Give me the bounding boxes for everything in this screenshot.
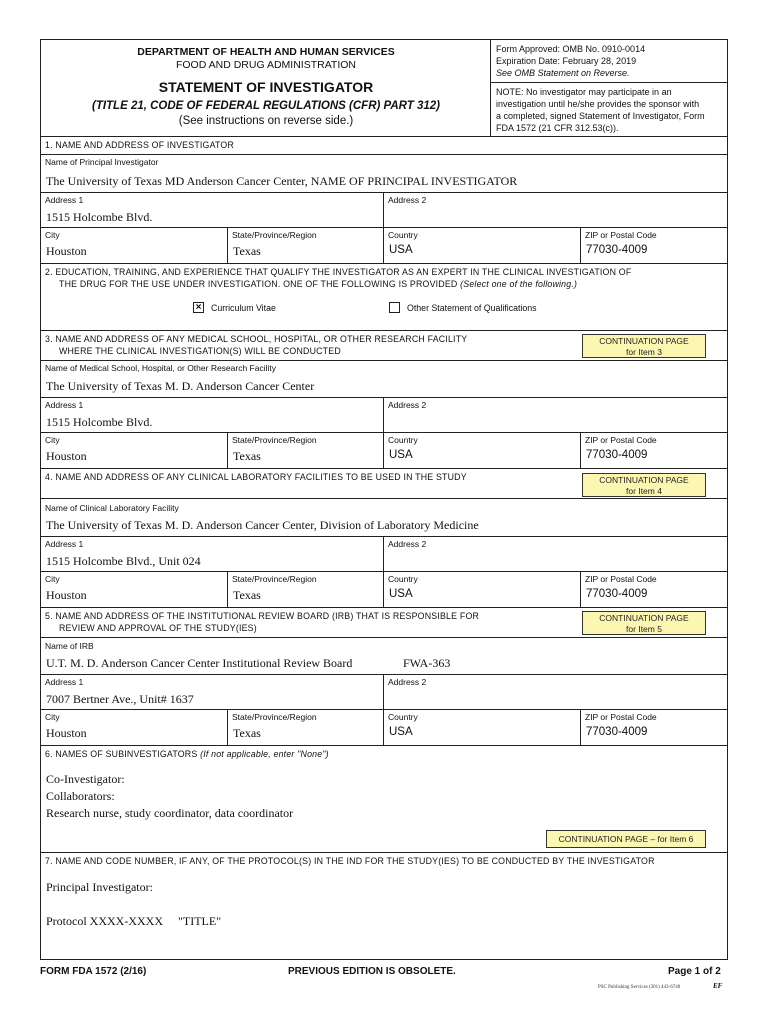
section5-header bbox=[41, 608, 727, 638]
section6-title-text: 6. NAMES OF SUBINVESTIGATORS bbox=[45, 749, 198, 759]
section6 bbox=[41, 746, 727, 853]
city-cell bbox=[41, 228, 228, 263]
form-number: FORM FDA 1572 (2/16) bbox=[40, 966, 147, 977]
protocol-pi-line[interactable]: Principal Investigator: bbox=[46, 880, 153, 894]
state-field[interactable]: Texas bbox=[233, 588, 261, 602]
ef-mark: EF bbox=[713, 982, 723, 990]
address2-label: Address 2 bbox=[388, 195, 427, 205]
country-field[interactable]: USA bbox=[389, 726, 413, 738]
address1-cell bbox=[41, 193, 384, 227]
omb-block bbox=[491, 40, 727, 83]
zip-label: ZIP or Postal Code bbox=[585, 230, 657, 240]
section2-line1: 2. EDUCATION, TRAINING, AND EXPERIENCE THAT QUALIFY THE INVESTIGATOR AS AN EXPERT IN THE CLINICAL INVESTIGATION OF bbox=[45, 267, 632, 277]
note-line: investigation until he/she provides the sponsor with bbox=[496, 99, 700, 109]
facility-name-field[interactable]: The University of Texas M. D. Anderson Cancer Center bbox=[46, 379, 315, 393]
city-label: City bbox=[45, 574, 60, 584]
address2-label: Address 2 bbox=[388, 539, 427, 549]
country-field[interactable]: USA bbox=[389, 244, 413, 256]
section4-address-row bbox=[41, 537, 727, 572]
section3-address-row bbox=[41, 398, 727, 433]
state-cell bbox=[228, 228, 384, 263]
section6-title bbox=[45, 748, 329, 760]
subinvestigator-line[interactable]: Collaborators: bbox=[46, 789, 115, 803]
address1-label: Address 1 bbox=[45, 400, 84, 410]
section2-select-note: (Select one of the following.) bbox=[460, 279, 578, 289]
section1-title: 1. NAME AND ADDRESS OF INVESTIGATOR bbox=[45, 140, 235, 150]
state-cell bbox=[228, 433, 384, 468]
address1-cell bbox=[41, 398, 384, 432]
section3-city-row bbox=[41, 433, 727, 469]
investigator-note bbox=[491, 83, 727, 137]
subinvestigator-line[interactable]: Research nurse, study coordinator, data coordinator bbox=[46, 806, 294, 820]
country-cell bbox=[384, 572, 581, 607]
obsolete-notice: PREVIOUS EDITION IS OBSOLETE. bbox=[288, 966, 456, 977]
section5-line1: 5. NAME AND ADDRESS OF THE INSTITUTIONAL REVIEW BOARD (IRB) THAT IS RESPONSIBLE FOR bbox=[45, 611, 480, 621]
state-field[interactable]: Texas bbox=[233, 449, 261, 463]
section2 bbox=[41, 264, 727, 331]
address1-field[interactable]: 1515 Holcombe Blvd. bbox=[46, 210, 153, 224]
address2-cell[interactable] bbox=[384, 675, 727, 709]
state-field[interactable]: Texas bbox=[233, 726, 261, 740]
city-label: City bbox=[45, 435, 60, 445]
continuation-label: CONTINUATION PAGE bbox=[599, 336, 689, 346]
section2-line2 bbox=[45, 278, 631, 290]
other-statement-label: Other Statement of Qualifications bbox=[407, 303, 537, 313]
section7 bbox=[41, 853, 727, 959]
form-title: STATEMENT OF INVESTIGATOR bbox=[158, 79, 374, 95]
subinvestigator-line[interactable]: Co-Investigator: bbox=[46, 772, 125, 786]
section3-title bbox=[45, 333, 467, 357]
address2-label: Address 2 bbox=[388, 677, 427, 687]
address1-label: Address 1 bbox=[45, 677, 84, 687]
note-line: FDA 1572 (21 CFR 312.53(c)). bbox=[496, 123, 619, 133]
country-field[interactable]: USA bbox=[389, 588, 413, 600]
city-cell bbox=[41, 433, 228, 468]
zip-cell bbox=[581, 433, 727, 468]
address2-label: Address 2 bbox=[388, 400, 427, 410]
form-header bbox=[41, 40, 727, 137]
country-label: Country bbox=[388, 435, 418, 445]
lab-name-field[interactable]: The University of Texas M. D. Anderson Cancer Center, Division of Laboratory Medicine bbox=[46, 518, 479, 532]
zip-label: ZIP or Postal Code bbox=[585, 574, 657, 584]
zip-field[interactable]: 77030-4009 bbox=[586, 449, 648, 461]
section3-header bbox=[41, 331, 727, 361]
zip-cell bbox=[581, 228, 727, 263]
country-cell bbox=[384, 228, 581, 263]
header-info-block bbox=[491, 40, 727, 137]
department-name: DEPARTMENT OF HEALTH AND HUMAN SERVICES bbox=[137, 46, 395, 58]
curriculum-vitae-label: Curriculum Vitae bbox=[211, 303, 276, 313]
address1-field[interactable]: 1515 Holcombe Blvd. bbox=[46, 415, 153, 429]
section1-name-row bbox=[41, 155, 727, 193]
city-field[interactable]: Houston bbox=[46, 588, 87, 602]
section1-header bbox=[41, 137, 727, 155]
address2-cell[interactable] bbox=[384, 193, 727, 227]
address1-field[interactable]: 7007 Bertner Ave., Unit# 1637 bbox=[46, 692, 194, 706]
continuation-page-item3-button[interactable] bbox=[582, 334, 706, 358]
protocol-line[interactable]: Protocol XXXX-XXXX "TITLE" bbox=[46, 914, 222, 928]
publisher-credit: PSC Publishing Services (301) 443-6740 bbox=[598, 985, 681, 990]
continuation-page-item4-button[interactable] bbox=[582, 473, 706, 497]
address2-cell[interactable] bbox=[384, 398, 727, 432]
state-field[interactable]: Texas bbox=[233, 244, 261, 258]
section3-line2: WHERE THE CLINICAL INVESTIGATION(S) WILL BE CONDUCTED bbox=[59, 346, 341, 356]
country-label: Country bbox=[388, 230, 418, 240]
irb-fwa-field[interactable]: FWA-363 bbox=[403, 656, 451, 670]
form-subtitle: (TITLE 21, CODE OF FEDERAL REGULATIONS (CFR) PART 312) bbox=[91, 100, 440, 112]
curriculum-vitae-checkbox[interactable]: × bbox=[193, 302, 204, 313]
zip-field[interactable]: 77030-4009 bbox=[586, 726, 648, 738]
continuation-item: for Item 3 bbox=[626, 347, 662, 357]
country-field[interactable]: USA bbox=[389, 449, 413, 461]
address1-label: Address 1 bbox=[45, 539, 84, 549]
continuation-label: CONTINUATION PAGE bbox=[599, 475, 689, 485]
section2-line2-text: THE DRUG FOR THE USE UNDER INVESTIGATION. ONE OF THE FOLLOWING IS PROVIDED bbox=[59, 279, 458, 289]
address1-cell bbox=[41, 675, 384, 709]
address1-label: Address 1 bbox=[45, 195, 84, 205]
section5-address-row bbox=[41, 675, 727, 710]
continuation-item: for Item 4 bbox=[626, 486, 662, 496]
city-field[interactable]: Houston bbox=[46, 726, 87, 740]
city-label: City bbox=[45, 712, 60, 722]
address1-cell bbox=[41, 537, 384, 571]
continuation-label: CONTINUATION PAGE bbox=[599, 613, 689, 623]
country-cell bbox=[384, 433, 581, 468]
section4-title: 4. NAME AND ADDRESS OF ANY CLINICAL LABORATORY FACILITIES TO BE USED IN THE STUDY bbox=[45, 472, 467, 482]
pi-name-label: Name of Principal Investigator bbox=[45, 157, 159, 167]
section1-city-row bbox=[41, 228, 727, 264]
agency-name: FOOD AND DRUG ADMINISTRATION bbox=[175, 59, 357, 71]
address1-field[interactable]: 1515 Holcombe Blvd., Unit 024 bbox=[46, 554, 201, 568]
section6-title-note: (If not applicable, enter "None") bbox=[200, 749, 329, 759]
city-cell bbox=[41, 572, 228, 607]
expiration-date: Expiration Date: February 28, 2019 bbox=[496, 56, 637, 66]
zip-label: ZIP or Postal Code bbox=[585, 435, 657, 445]
section5-name-row bbox=[41, 638, 727, 675]
zip-label: ZIP or Postal Code bbox=[585, 712, 657, 722]
zip-field[interactable]: 77030-4009 bbox=[586, 588, 648, 600]
country-cell bbox=[384, 710, 581, 745]
address2-cell[interactable] bbox=[384, 537, 727, 571]
section2-title bbox=[45, 266, 631, 290]
irb-name-label: Name of IRB bbox=[45, 641, 94, 651]
city-field[interactable]: Houston bbox=[46, 449, 87, 463]
country-label: Country bbox=[388, 574, 418, 584]
state-label: State/Province/Region bbox=[232, 230, 317, 240]
omb-approved: Form Approved: OMB No. 0910-0014 bbox=[496, 44, 646, 54]
section5-title bbox=[45, 610, 479, 634]
country-label: Country bbox=[388, 712, 418, 722]
note-line: NOTE: No investigator may participate in an bbox=[496, 87, 672, 97]
state-cell bbox=[228, 710, 384, 745]
page-number: Page 1 of 2 bbox=[668, 966, 721, 977]
section3-line1: 3. NAME AND ADDRESS OF ANY MEDICAL SCHOOL, HOSPITAL, OR OTHER RESEARCH FACILITY bbox=[45, 334, 468, 344]
section4-city-row bbox=[41, 572, 727, 608]
fda-1572-form bbox=[40, 39, 728, 960]
state-label: State/Province/Region bbox=[232, 435, 317, 445]
zip-cell bbox=[581, 572, 727, 607]
irb-name-field[interactable]: U.T. M. D. Anderson Cancer Center Institutional Review Board bbox=[46, 656, 353, 670]
section4-header bbox=[41, 469, 727, 499]
continuation-page-item6-button[interactable]: CONTINUATION PAGE – for Item 6 bbox=[546, 830, 706, 848]
section1-address-row bbox=[41, 193, 727, 228]
city-label: City bbox=[45, 230, 60, 240]
state-cell bbox=[228, 572, 384, 607]
other-statement-checkbox[interactable] bbox=[389, 302, 400, 313]
section3-name-row bbox=[41, 361, 727, 398]
section5-city-row bbox=[41, 710, 727, 746]
city-field[interactable]: Houston bbox=[46, 244, 87, 258]
continuation-page-item5-button[interactable] bbox=[582, 611, 706, 635]
section4-name-row bbox=[41, 499, 727, 537]
zip-cell bbox=[581, 710, 727, 745]
omb-statement: See OMB Statement on Reverse. bbox=[496, 68, 630, 78]
zip-field[interactable]: 77030-4009 bbox=[586, 244, 648, 256]
lab-name-label: Name of Clinical Laboratory Facility bbox=[45, 503, 179, 513]
section7-title: 7. NAME AND CODE NUMBER, IF ANY, OF THE PROTOCOL(S) IN THE IND FOR THE STUDY(IES) TO BE CONDUCTED BY THE INVESTIGATOR bbox=[45, 856, 655, 866]
continuation-item: for Item 5 bbox=[626, 624, 662, 634]
instructions-note: (See instructions on reverse side.) bbox=[178, 115, 354, 127]
note-line: a completed, signed Statement of Investigator, Form bbox=[496, 111, 705, 121]
facility-name-label: Name of Medical School, Hospital, or Other Research Facility bbox=[45, 363, 277, 373]
city-cell bbox=[41, 710, 228, 745]
pi-name-field[interactable]: The University of Texas MD Anderson Cancer Center, NAME OF PRINCIPAL INVESTIGATOR bbox=[46, 174, 518, 188]
state-label: State/Province/Region bbox=[232, 712, 317, 722]
section5-line2: REVIEW AND APPROVAL OF THE STUDY(IES) bbox=[59, 623, 257, 633]
header-title-block bbox=[41, 40, 491, 137]
state-label: State/Province/Region bbox=[232, 574, 317, 584]
